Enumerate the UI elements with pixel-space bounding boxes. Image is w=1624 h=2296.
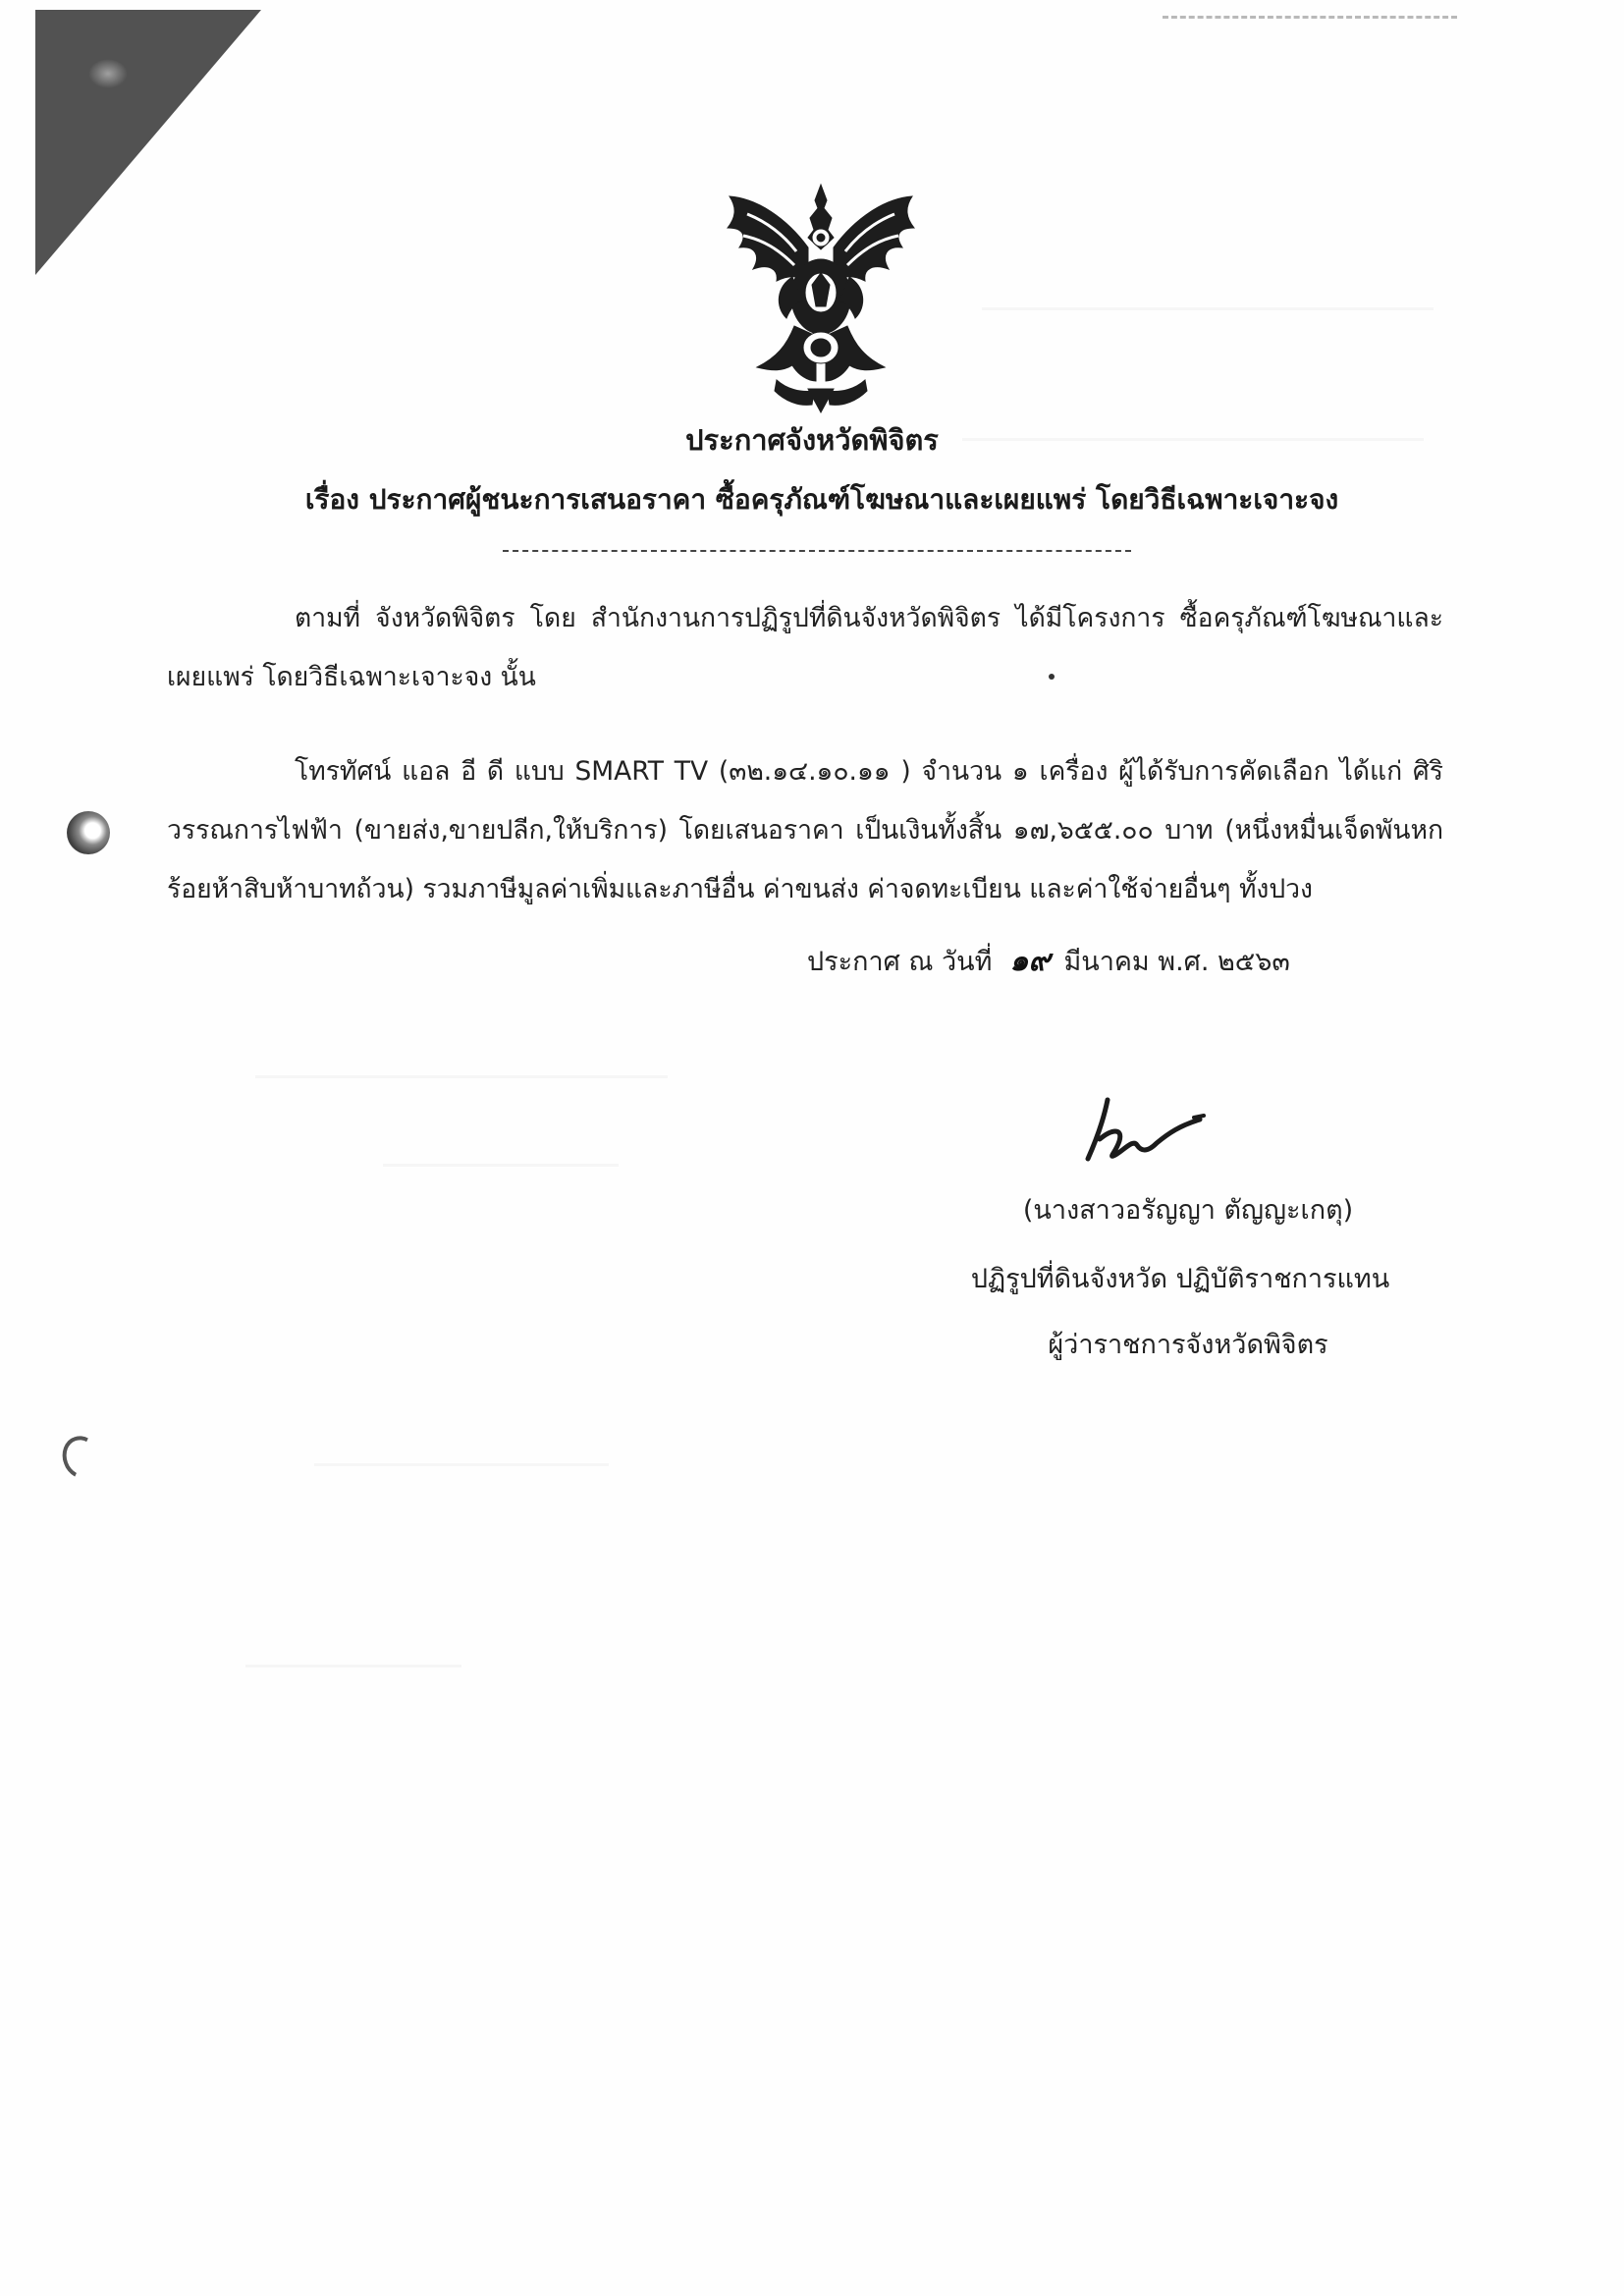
bleed-through-line (982, 307, 1434, 310)
signatory-on-behalf-of: ผู้ว่าราชการจังหวัดพิจิตร (1048, 1330, 1328, 1360)
date-month-year: มีนาคม พ.ศ. ๒๕๖๓ (1063, 947, 1290, 977)
date-prefix: ประกาศ ณ วันที่ (807, 947, 993, 977)
body-paragraph-text: ตามที่ จังหวัดพิจิตร โดย สำนักงานการปฏิรูปที่ดินจังหวัดพิจิตร ได้มีโครงการ ซื้อครุภัณฑ์โฆษณาและเผยแพร่ โดยวิธีเฉพาะเจาะจง นั้น (167, 603, 1443, 692)
scan-speck (1049, 674, 1055, 680)
scan-edge-marks (1163, 16, 1457, 27)
body-paragraph (167, 589, 1443, 707)
dashed-divider (503, 550, 1131, 552)
bleed-through-line (383, 1164, 619, 1167)
bleed-through-line (255, 1075, 668, 1078)
announcement-title: ประกาศจังหวัดพิจิตร (685, 423, 939, 457)
signatory-position: ปฏิรูปที่ดินจังหวัด ปฏิบัติราชการแทน (970, 1264, 1390, 1294)
body-paragraph-text: โทรทัศน์ แอล อี ดี แบบ SMART TV (๓๒.๑๔.๑๐.๑๑ ) จำนวน ๑ เครื่อง ผู้ได้รับการคัดเลือก ได้แก่ ศิริวรรณการไฟฟ้า (ขายส่ง,ขายปลีก,ให้บริการ) โดยเสนอราคา เป็นเงินทั้งสิ้น ๑๗,๖๕๕.๐๐ บาท (หนึ่งหมื่นเจ็ดพันหกร้อยห้าสิบห้าบาทถ้วน) รวมภาษีมูลค่าเพิ่มและภาษีอื่น ค่าขนส่ง ค่าจดทะเบียน และค่าใช้จ่ายอื่นๆ ทั้งปวง (167, 756, 1443, 904)
announcement-subject: เรื่อง ประกาศผู้ชนะการเสนอราคา ซื้อครุภัณฑ์โฆษณาและเผยแพร่ โดยวิธีเฉพาะเจาะจง (304, 483, 1339, 516)
announcement-date (807, 938, 1290, 984)
punch-hole-icon (67, 811, 110, 854)
bleed-through-line (314, 1463, 609, 1466)
punch-hole-icon (57, 1431, 107, 1484)
folded-corner-shadow (35, 10, 261, 275)
bleed-through-line (245, 1665, 461, 1667)
garuda-emblem-icon (718, 179, 924, 414)
body-paragraph (167, 742, 1443, 919)
signatory-name: (นางสาวอรัญญา ตัญญะเกตุ) (1022, 1195, 1354, 1226)
date-day-handwritten: ๑๙ (1009, 944, 1051, 978)
corner-glare (88, 59, 128, 88)
handwritten-signature-icon (1078, 1080, 1216, 1178)
